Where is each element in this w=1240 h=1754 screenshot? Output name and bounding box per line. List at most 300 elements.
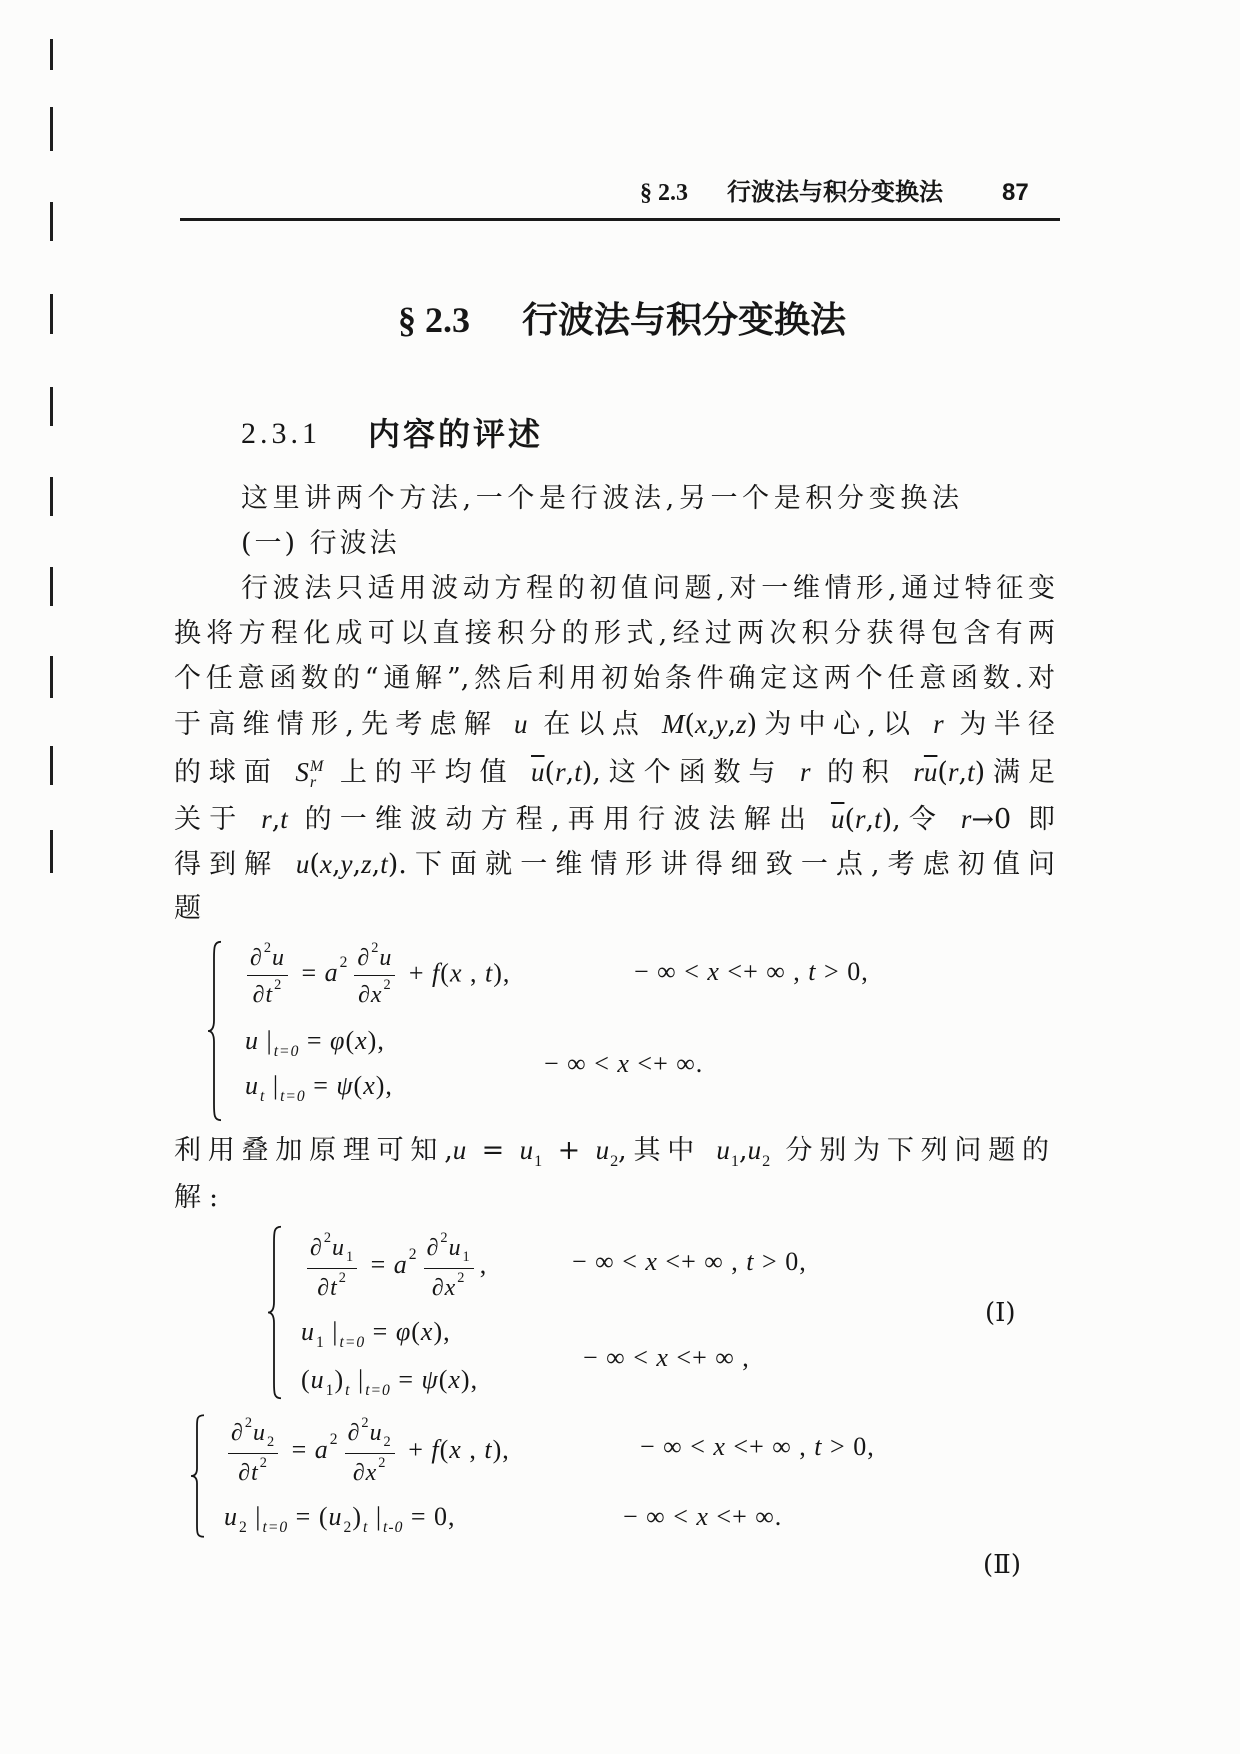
run-text: u [519, 1135, 534, 1165]
run-text: y [715, 709, 728, 739]
run-text: ( [438, 1365, 449, 1394]
fraction-numerator [354, 940, 395, 976]
run-text: u [595, 1135, 610, 1165]
text-run [284, 1435, 315, 1464]
paragraph-line [174, 801, 1055, 838]
superscript: 2 [408, 1245, 418, 1263]
text-run [975, 757, 1055, 788]
math-variable [265, 976, 283, 1008]
run-text: , [958, 757, 968, 788]
text-run [174, 1135, 453, 1166]
run-text: t [330, 1275, 338, 1302]
equation-condition [544, 1046, 703, 1082]
text-run [623, 1502, 696, 1531]
run-text: 的积 [810, 757, 914, 788]
math-variable [448, 1365, 461, 1394]
run-text: − ∞ < [583, 1343, 657, 1372]
text-run [463, 958, 486, 987]
math-variable [253, 1419, 276, 1451]
math-variable [245, 1026, 259, 1055]
run-text: ) [352, 1502, 362, 1531]
text-run [440, 958, 450, 987]
overlined-symbol: $\overline{u}$ [830, 804, 845, 834]
run-text: , [739, 1135, 748, 1166]
text-run [174, 1182, 226, 1213]
run-text: r [960, 804, 972, 834]
math-variable [450, 958, 463, 987]
paragraph-line [174, 846, 1055, 883]
text-run [350, 1365, 391, 1400]
equation-condition [583, 1340, 750, 1376]
run-text: y [340, 849, 353, 879]
text-run [707, 709, 716, 740]
overlined-symbol: $\overline{u}$ [923, 757, 938, 787]
left-brace [188, 1414, 208, 1538]
text-run [747, 709, 933, 740]
math-variable [355, 1026, 368, 1055]
run-text: ( [309, 849, 320, 880]
run-text: | [368, 1502, 383, 1531]
equation-row [241, 940, 510, 1011]
text-run [669, 1343, 750, 1372]
fraction [228, 1415, 278, 1489]
math-variable [280, 804, 288, 834]
run-text: u [301, 1317, 315, 1346]
run-text: ( [544, 757, 556, 788]
run-text: ∂ [426, 1234, 440, 1261]
run-text: a [393, 1250, 408, 1280]
run-text: 的球面 [174, 757, 296, 788]
text-run [739, 1135, 748, 1166]
math-variable [396, 1317, 411, 1346]
run-text: ) [334, 1365, 345, 1394]
math-variable [746, 1247, 754, 1276]
subscript: t-0 [383, 1519, 404, 1537]
fraction-denominator [424, 1269, 474, 1304]
fraction-denominator [228, 1454, 278, 1489]
run-text: z [361, 849, 372, 879]
run-text: ), [375, 1071, 393, 1100]
text-run [324, 1317, 366, 1352]
equation-row [245, 1068, 393, 1115]
run-text: x [448, 1365, 461, 1394]
text-run [658, 1247, 746, 1276]
text-run [376, 1071, 393, 1100]
run-text: − ∞ < [634, 957, 708, 986]
math-variable [808, 957, 816, 986]
run-text: u [452, 1135, 467, 1165]
math-variable [924, 757, 938, 787]
text-run [493, 1435, 510, 1464]
run-text: − ∞ < [572, 1247, 646, 1276]
run-text: <+ ∞ , [725, 1432, 815, 1461]
superscript: 2 [383, 976, 392, 993]
text-run [466, 1135, 519, 1166]
superscript: 2 [274, 976, 283, 993]
equation-row [301, 1230, 487, 1304]
subscript: 2 [762, 1152, 771, 1171]
run-text: ), [492, 1435, 510, 1465]
superscript: 2 [378, 1455, 387, 1472]
run-text: u [295, 849, 310, 879]
math-variable [617, 1049, 630, 1078]
run-text: u [747, 1135, 762, 1165]
math-variable [831, 804, 845, 834]
run-text: a [324, 958, 339, 988]
text-run [726, 1432, 814, 1461]
text-run [259, 1026, 300, 1061]
text-run [971, 804, 1055, 835]
run-text: ( [844, 804, 855, 835]
text-run [358, 982, 371, 1008]
run-text: + [401, 958, 433, 988]
text-run [709, 1502, 782, 1531]
text-run [937, 757, 948, 788]
run-text: u [448, 1234, 462, 1261]
paragraph-line [241, 571, 1055, 607]
run-text: x [365, 1460, 378, 1487]
math-variable [363, 1071, 376, 1100]
subscript: 1 [462, 1249, 471, 1266]
math-variable [656, 1343, 669, 1372]
superscript: 2 [457, 1270, 466, 1287]
run-text: 于高维情形,先考虑解 [174, 709, 514, 740]
run-text: x [449, 958, 463, 988]
run-text: ∂ [238, 1460, 252, 1487]
fraction-denominator [345, 1454, 395, 1489]
equation-condition [572, 1244, 807, 1280]
text-run [365, 1317, 396, 1346]
math-variable [800, 757, 811, 787]
run-text: ∂ [352, 1460, 366, 1487]
run-text: ( [937, 757, 948, 788]
run-text: ).下面就一维情形讲得细致一点,考虑初值问 [387, 849, 1055, 880]
run-text: = [305, 1071, 337, 1100]
left-brace [205, 940, 225, 1122]
math-variable [716, 1135, 740, 1171]
run-text: = [293, 958, 325, 988]
scan-edge-mark [50, 746, 53, 785]
run-text: ), [460, 1365, 479, 1394]
fraction-numerator [307, 1230, 357, 1269]
text-run [544, 1049, 617, 1078]
text-run [480, 1250, 488, 1279]
math-variable [595, 1135, 619, 1171]
text-run [352, 1502, 369, 1537]
run-text: u [224, 1502, 238, 1531]
run-text: u [369, 1419, 383, 1446]
math-variable [747, 1135, 771, 1171]
run-text: M [661, 709, 685, 739]
fraction [345, 1415, 395, 1489]
run-text: > 0, [754, 1247, 807, 1276]
subscript: 2 [343, 1519, 353, 1537]
run-text: 得到解 [174, 849, 296, 880]
run-text: ( [318, 1502, 329, 1531]
text-run [944, 709, 1055, 740]
scan-edge-mark [50, 656, 53, 698]
text-run [545, 757, 556, 788]
run-text: x [645, 1247, 658, 1276]
fraction-numerator [424, 1230, 474, 1269]
math-variable [370, 976, 392, 1008]
text-run [461, 1365, 478, 1394]
run-text: 关于 [174, 804, 262, 835]
math-variable [245, 1071, 266, 1106]
run-text: r [947, 757, 959, 787]
run-text: , [727, 709, 737, 740]
math-variable [296, 849, 310, 879]
superscript: 2 [323, 1230, 332, 1246]
subscript: t=0 [262, 1519, 289, 1537]
run-text: ∂ [231, 1419, 244, 1446]
math-variable [328, 1502, 353, 1537]
superscript: 2 [338, 1270, 347, 1287]
run-text: u [272, 944, 285, 971]
equation-condition [640, 1429, 875, 1465]
run-text: 解: [174, 1182, 227, 1213]
equation-row [245, 1023, 385, 1070]
paragraph-line [174, 706, 1055, 743]
run-text: t [814, 1432, 823, 1461]
subscript: 1 [730, 1152, 740, 1171]
text-run [411, 1317, 421, 1346]
superscript: 2 [371, 940, 380, 956]
run-text: 为半径 [943, 709, 1055, 740]
math-variable [320, 849, 332, 879]
math-variable [251, 1455, 268, 1487]
subscript: t [260, 1088, 266, 1106]
text-run [345, 1026, 355, 1055]
scan-edge-mark [50, 107, 53, 151]
run-text: ∂ [252, 981, 266, 1008]
run-text: , [865, 804, 875, 835]
superscript: 2 [361, 1415, 370, 1431]
equation-condition [623, 1499, 782, 1535]
run-text: r [913, 757, 924, 787]
superscript: 2 [329, 1430, 339, 1448]
superscript: 2 [339, 954, 349, 972]
run-text: <+ ∞. [629, 1049, 704, 1078]
text-run [810, 757, 913, 788]
run-text: ψ [336, 1071, 354, 1100]
fraction [247, 940, 288, 1011]
math-variable [324, 954, 349, 988]
math-variable [961, 804, 972, 834]
run-text: = [299, 1026, 331, 1055]
run-text: − ∞ < [640, 1432, 714, 1461]
run-text: ∂ [317, 1275, 331, 1302]
run-text: t [380, 849, 388, 879]
math-variable [380, 849, 388, 879]
subscript: 1 [316, 1334, 325, 1352]
subscript: 1 [325, 1382, 335, 1400]
run-text: t [967, 757, 975, 787]
text-run [301, 1365, 311, 1394]
text-run [354, 1071, 364, 1100]
subscript: t=0 [273, 1043, 300, 1061]
fraction [424, 1230, 474, 1304]
text-run [368, 1502, 404, 1537]
text-run [401, 958, 432, 987]
run-text: 个任意函数的“通解”,然后利用初始条件确定这两个任意函数.对 [174, 663, 1055, 694]
math-variable [369, 1419, 392, 1451]
math-variable [967, 757, 975, 787]
subscript: r [309, 772, 317, 791]
run-text: t [808, 957, 817, 986]
math-variable [379, 945, 392, 971]
equation-row [224, 1499, 456, 1546]
equation-row [301, 1314, 451, 1361]
subscript: t=0 [280, 1088, 306, 1106]
math-variable [855, 804, 866, 834]
run-text: | [324, 1317, 339, 1346]
text-run [817, 957, 869, 986]
run-text: = [363, 1250, 394, 1280]
run-text: u [379, 944, 393, 971]
text-run [426, 1230, 449, 1261]
run-text: )为中心,以 [746, 709, 934, 740]
text-run [294, 958, 325, 987]
scan-edge-mark [50, 567, 53, 606]
run-text: ( [439, 1435, 450, 1465]
run-text: > 0, [816, 957, 869, 986]
math-variable [736, 709, 747, 739]
run-text: | [350, 1365, 365, 1394]
superscript: 2 [259, 1455, 268, 1472]
text-run [882, 804, 961, 835]
equation-row [222, 1415, 510, 1489]
text-run [353, 1460, 366, 1486]
scan-edge-mark [50, 830, 53, 873]
run-text: , [331, 849, 341, 880]
run-text: x [449, 1435, 462, 1465]
script-stack [310, 759, 323, 790]
run-text: | [259, 1026, 273, 1055]
run-text: > 0, [822, 1432, 875, 1461]
text-run [174, 804, 261, 835]
math-variable [314, 1430, 339, 1465]
run-text: 的一维波动方程,再用行波法解出 [287, 804, 831, 835]
run-text: + [400, 1435, 432, 1465]
run-text: φ [330, 1026, 346, 1055]
scan-edge-mark [50, 202, 53, 241]
math-variable [713, 1432, 726, 1461]
section-title: 行波法与积分变换法 [522, 299, 847, 340]
run-text: , [271, 804, 281, 835]
math-variable [341, 849, 353, 879]
fraction [307, 1230, 357, 1304]
run-text: →0 即 [971, 804, 1056, 835]
text-run [618, 1135, 716, 1166]
run-text: = [288, 1502, 319, 1531]
text-run [247, 1502, 289, 1537]
scan-edge-mark [50, 387, 53, 426]
left-brace [265, 1225, 285, 1400]
run-text: x [656, 1343, 669, 1372]
run-text: + [542, 1135, 596, 1166]
text-run [323, 757, 531, 788]
text-run [440, 1435, 450, 1464]
math-variable [874, 804, 882, 834]
math-variable [336, 1071, 353, 1100]
paragraph-line [174, 1132, 1049, 1179]
run-text: u [310, 1365, 325, 1394]
run-text: <+ ∞ , [668, 1343, 750, 1372]
math-variable [422, 1365, 439, 1394]
run-text: − ∞ < [623, 1502, 697, 1531]
text-run [174, 893, 204, 924]
math-variable [814, 1432, 822, 1461]
math-variable [662, 709, 685, 739]
text-run [866, 804, 875, 835]
math-variable [332, 1234, 355, 1266]
text-run [401, 1435, 432, 1464]
text-run [238, 1460, 251, 1486]
subscript: t [345, 1382, 351, 1400]
fraction-numerator [345, 1415, 395, 1454]
run-text: , [479, 1250, 488, 1280]
text-run [253, 982, 266, 1008]
run-text: ),令 [881, 804, 961, 835]
run-text: ∂ [431, 1275, 445, 1302]
run-text: r [261, 804, 272, 834]
run-text: = [365, 1317, 396, 1346]
fraction-denominator [354, 976, 395, 1011]
run-text: t [485, 958, 494, 988]
equation-label: (Ⅰ) [985, 1298, 1016, 1328]
run-text: <+ ∞ , [657, 1247, 747, 1276]
text-run [288, 804, 831, 835]
scan-edge-mark [50, 39, 53, 70]
text-run [347, 1415, 370, 1446]
text-run [958, 757, 967, 788]
fraction-numerator [228, 1415, 278, 1454]
run-text: ( [353, 1071, 364, 1100]
text-run [174, 757, 295, 788]
run-text: a [314, 1435, 329, 1465]
subsection-title: 内容的评述 [368, 416, 544, 452]
subscript: 2 [610, 1152, 619, 1171]
text-run [265, 1071, 306, 1106]
text-run [357, 940, 380, 971]
run-text: ∂ [347, 1419, 361, 1446]
run-text: u [716, 1135, 730, 1165]
text-run [433, 1317, 450, 1346]
scan-edge-mark [50, 477, 53, 516]
math-variable [453, 1135, 467, 1165]
text-run [640, 1432, 713, 1461]
text-run [493, 958, 510, 987]
run-text: u [328, 1502, 343, 1531]
text-run [388, 849, 1055, 880]
text-run [363, 1250, 394, 1279]
run-text: ψ [421, 1365, 439, 1394]
run-text: ∂ [358, 981, 371, 1008]
superscript: 2 [244, 1415, 253, 1431]
run-text: x [713, 1432, 726, 1461]
text-run [634, 957, 707, 986]
run-text: u [332, 1234, 345, 1261]
run-text: 在以点 [527, 709, 662, 740]
run-text: u [513, 709, 528, 739]
subscript: 2 [266, 1434, 276, 1451]
run-text: ),这个函数与 [581, 757, 800, 788]
text-run [310, 1230, 332, 1261]
section-number: § 2.3 [398, 300, 470, 340]
text-run [728, 709, 737, 740]
math-variable [555, 757, 566, 787]
